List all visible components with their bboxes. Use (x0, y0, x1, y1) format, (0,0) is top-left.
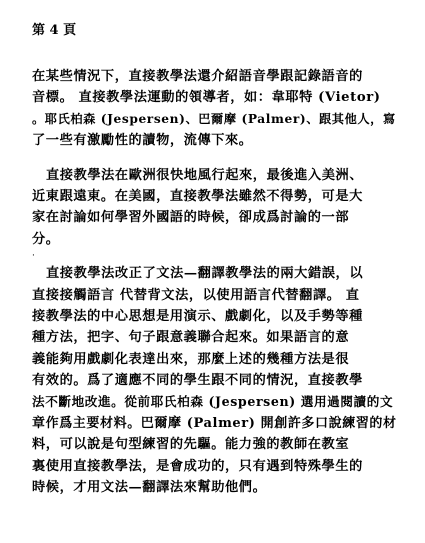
stray-dot-mark: · (32, 251, 35, 262)
paragraph-1 (32, 66, 397, 152)
paragraph-line: 裏使用直接教學法，是會成功的，只有遇到特殊學生的 (32, 458, 363, 474)
paragraph-line: 了一些有激勵性的讀物，流傳下來。 (32, 133, 253, 149)
paragraph-line: 直接接觸語言 代替背文法，以使用語言代替翻譯。 直 (32, 287, 360, 303)
paragraph-line: 。耶氏柏森 (Jespersen)、巴爾摩 (Palmer)、跟其他人，寫 (32, 111, 396, 126)
paragraph-gap (32, 152, 397, 165)
page-number: 第 4 頁 (32, 23, 77, 38)
paragraph-line: 直接教學法改正了文法—翻譯教學法的兩大錯誤，以 (46, 266, 364, 282)
paragraph-line: 家在討論如何學習外國語的時候，卻成爲討論的一部 (32, 210, 350, 226)
paragraph-2 (32, 165, 397, 251)
paragraph-line: 分。 (32, 231, 60, 247)
paragraph-line: 種方法，把字、句子跟意義聯合起來。如果語言的意 (32, 330, 350, 346)
body-text (32, 66, 397, 498)
paragraph-line: 料，可以說是句型練習的先驅。能力強的教師在教室 (32, 437, 350, 453)
paragraph-line: 在某些情況下，直接教學法還介紹語音學跟記錄語音的 (32, 69, 363, 84)
paragraph-line: 音標。 直接教學法運動的領導者，如：韋耶特 (Vietor) (32, 90, 381, 106)
paragraph-line: 義能夠用戲劇化表達出來，那麼上述的幾種方法是很 (32, 351, 350, 367)
paragraph-line: 章作爲主要材料。巴爾摩 (Palmer) 開創許多口說練習的材 (32, 415, 397, 431)
paragraph-line: 時候，才用文法—翻譯法來幫助他們。 (32, 480, 267, 496)
paragraph-line: 有效的。爲了適應不同的學生跟不同的情況，直接教學 (32, 373, 363, 389)
paragraph-line: 法不斷地改進。從前耶氏柏森 (Jespersen) 選用過閱讀的文 (32, 394, 394, 410)
paragraph-3 (32, 263, 397, 498)
paragraph-line: 接教學法的中心思想是用演示、戲劇化，以及手勢等種 (32, 308, 363, 324)
paragraph-line: 直接教學法在歐洲很快地風行起來，最後進入美洲、 (46, 167, 364, 183)
paragraph-line: 近東跟遠東。在美國，直接教學法雖然不得勢，可是大 (32, 188, 363, 204)
